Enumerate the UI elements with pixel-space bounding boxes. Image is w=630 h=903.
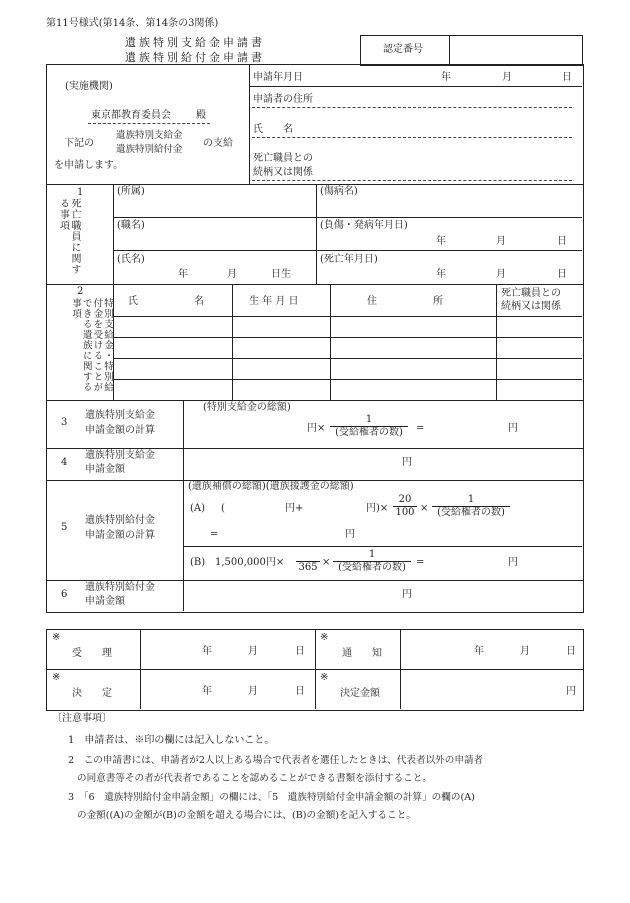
death-year-unit: 年: [436, 269, 446, 280]
col-header-name: 氏 名: [128, 296, 205, 307]
section3-number: 3: [61, 417, 68, 428]
special-benefit-amount-field[interactable]: [190, 582, 400, 609]
notice-day: 日: [566, 646, 576, 657]
special-payment-total-field[interactable]: [190, 416, 305, 438]
note-2-line-2: の同意書等その者が代表者であることを認めることができる書類を添付すること。: [77, 773, 432, 784]
agency-name: 東京都教育委員会: [91, 110, 171, 121]
injury-month-unit: 月: [496, 236, 506, 247]
notice-year: 年: [474, 646, 484, 657]
request-text: を申請します。: [54, 160, 124, 171]
section5-a-fraction: [432, 494, 510, 519]
decided-amount-label: 決定金額: [340, 688, 380, 699]
office-mark: ※: [52, 632, 61, 643]
section3-label-2: 申請金額の計算: [85, 425, 155, 436]
note-2-line-1: 2 この申請書には、申請者が2人以上ある場合で代表者を選任したときは、代表者以外の申請者: [68, 755, 484, 766]
title-line-2: 遺族特別給付金申請書: [125, 51, 265, 64]
section1-number: 1: [77, 187, 84, 198]
section4-label-1: 遺族特別支給金: [85, 450, 155, 461]
section5-a-yen-close: 円)×: [366, 503, 389, 514]
title-line-1: 遺族特別支給金申請書: [125, 36, 265, 49]
notice-label: 通 知: [342, 648, 382, 659]
birth-month-unit: 月: [227, 269, 237, 280]
rate-numerator: 20: [398, 494, 412, 505]
section5-b-equals: =: [416, 557, 425, 568]
section5-a-open: (: [221, 503, 225, 514]
relation-label-2: 続柄又は関係: [253, 167, 313, 178]
section5-label-2: 申請金額の計算: [85, 530, 155, 541]
fraction-numerator: 1: [467, 494, 475, 505]
section3-fraction: [330, 414, 408, 439]
special-payment-amount-field[interactable]: [190, 450, 400, 478]
col-header-address: 住 所: [367, 296, 444, 307]
affiliation-label: (所属): [117, 186, 145, 197]
death-month-unit: 月: [496, 269, 506, 280]
section1-label: 死亡職員に関する事項: [57, 198, 80, 275]
section5-b-yen: 円: [508, 557, 518, 568]
deceased-name-field[interactable]: [160, 252, 314, 267]
agency-label: (実施機関): [65, 81, 113, 92]
dono-text: 殿: [196, 110, 206, 121]
special-payment-total-label: (特別支給金の総額): [203, 402, 291, 413]
office-mark: ※: [52, 672, 61, 683]
injury-date-field[interactable]: [400, 232, 580, 249]
applicant-address-field[interactable]: [325, 88, 580, 108]
decision-month: 月: [248, 686, 258, 697]
survivor-row[interactable]: [114, 317, 581, 337]
section5-head: (遺族補償の総額)(遺族援護金の総額): [188, 481, 354, 492]
position-label: (職名): [117, 220, 145, 231]
injury-year-unit: 年: [436, 236, 446, 247]
position-field[interactable]: [114, 233, 315, 249]
applicant-address-label: 申請者の住所: [253, 94, 313, 105]
days-denominator: 365: [296, 561, 320, 574]
rate-denominator: 100: [393, 506, 417, 519]
injury-date-label: (負傷・発病年月日): [320, 220, 408, 231]
day-unit: 日: [562, 72, 572, 83]
section6-yen: 円: [402, 589, 412, 600]
option-tokubetsu-shikyu[interactable]: 遺族特別支給金: [116, 130, 183, 141]
fraction-numerator: 1: [368, 549, 376, 560]
affiliation-field[interactable]: [114, 200, 315, 216]
office-mark: ※: [320, 672, 329, 683]
notes-heading: 〔注意事項〕: [52, 713, 112, 724]
section5-number: 5: [61, 522, 68, 533]
section4-number: 4: [61, 457, 68, 468]
note-1: 1 申請者は、※印の欄には記入しないこと。: [68, 735, 275, 746]
section5-rate-fraction: [393, 494, 417, 519]
death-day-unit: 日: [557, 269, 567, 280]
cert-number-field[interactable]: [450, 36, 580, 64]
section3-label-1: 遺族特別支給金: [85, 410, 155, 421]
section5-b-label: (B): [190, 557, 206, 568]
section5-a-label: (A): [190, 503, 206, 514]
decided-amount-yen: 円: [566, 686, 576, 697]
section5-a-yen: 円: [345, 529, 355, 540]
month-unit: 月: [502, 72, 512, 83]
kaki-text: 下記の: [64, 138, 94, 149]
col-header-relation-1: 死亡職員との: [501, 288, 561, 299]
application-date-label: 申請年月日: [253, 72, 303, 83]
death-date-label: (死亡年月日): [320, 254, 378, 265]
birth-year-unit: 年: [178, 269, 188, 280]
applicant-name-field[interactable]: [325, 118, 580, 138]
section2-label: 特別支給金・特別給付金を受けることができる遺族に関する事項: [70, 298, 113, 393]
section5-a-yen-plus: 円+: [285, 503, 304, 514]
fraction-denominator: (受給権者の数): [432, 506, 510, 519]
section5-b-result-field[interactable]: [430, 552, 506, 572]
death-date-field[interactable]: [400, 265, 580, 282]
applicant-name-label: 氏 名: [253, 124, 293, 135]
note-3-line-2: の金額((A)の金額が(B)の金額を超える場合には、(B)の金額)を記入すること。: [77, 810, 416, 821]
relation-field[interactable]: [325, 155, 580, 181]
section3-equals: =: [416, 423, 425, 434]
section3-result-field[interactable]: [430, 416, 506, 438]
survivor-row[interactable]: [114, 359, 581, 379]
section5-a-times: ×: [420, 503, 429, 514]
disease-field[interactable]: [317, 200, 581, 216]
section5-a-result-field[interactable]: [225, 525, 343, 543]
section5-b-amount: 1,500,000円×: [215, 557, 285, 568]
fraction-numerator: 1: [365, 414, 373, 425]
decision-day: 日: [295, 686, 305, 697]
fraction-denominator: (受給権者の数): [333, 561, 411, 574]
section3-yen: 円: [508, 423, 518, 434]
section5-label-1: 遺族特別給付金: [85, 515, 155, 526]
section6-label-1: 遺族特別給付金: [85, 582, 155, 593]
receipt-day: 日: [295, 646, 305, 657]
relation-label-1: 死亡職員との: [253, 153, 313, 164]
relief-fund-total-field[interactable]: [310, 499, 365, 517]
section2-number: 2: [77, 286, 84, 297]
section5-b-times: ×: [322, 557, 331, 568]
office-mark: ※: [320, 632, 329, 643]
section5-a-equals: =: [210, 529, 219, 540]
receipt-label: 受 理: [72, 648, 112, 659]
section6-label-2: 申請金額: [85, 596, 125, 607]
section6-number: 6: [61, 589, 68, 600]
section4-yen: 円: [402, 457, 412, 468]
notice-month: 月: [520, 646, 530, 657]
deceased-name-label: (氏名): [117, 254, 145, 265]
decision-year: 年: [202, 686, 212, 697]
decision-label: 決 定: [72, 688, 112, 699]
section5-b-fraction: [333, 549, 411, 574]
year-unit: 年: [441, 72, 451, 83]
section3-yen-times: 円×: [307, 423, 326, 434]
receipt-year: 年: [202, 646, 212, 657]
fraction-denominator: (受給権者の数): [330, 426, 408, 439]
days-numerator-field[interactable]: [296, 549, 320, 561]
injury-day-unit: 日: [557, 236, 567, 247]
cert-number-label: 認定番号: [383, 44, 423, 55]
survivor-row[interactable]: [114, 338, 581, 358]
form-number: 第11号様式(第14条、第14条の3関係): [46, 18, 219, 29]
section4-label-2: 申請金額: [85, 464, 125, 475]
birth-suffix: 日生: [271, 269, 291, 280]
disease-label: (傷病名): [320, 186, 358, 197]
survivor-row[interactable]: [114, 380, 581, 400]
application-date-field[interactable]: [320, 66, 580, 86]
option-tokubetsu-kyufu[interactable]: 遺族特別給付金: [116, 144, 183, 155]
col-header-relation-2: 続柄又は関係: [501, 301, 561, 312]
survivor-comp-total-field[interactable]: [228, 499, 283, 517]
note-3-line-1: 3 「6 遺族特別給付金申請金額」の欄には、「5 遺族特別給付金申請金額の計算」の欄の(A): [68, 792, 475, 803]
col-header-birth: 生 年 月 日: [249, 296, 299, 307]
receipt-month: 月: [248, 646, 258, 657]
no-shikyu-text: の支給: [203, 138, 233, 149]
